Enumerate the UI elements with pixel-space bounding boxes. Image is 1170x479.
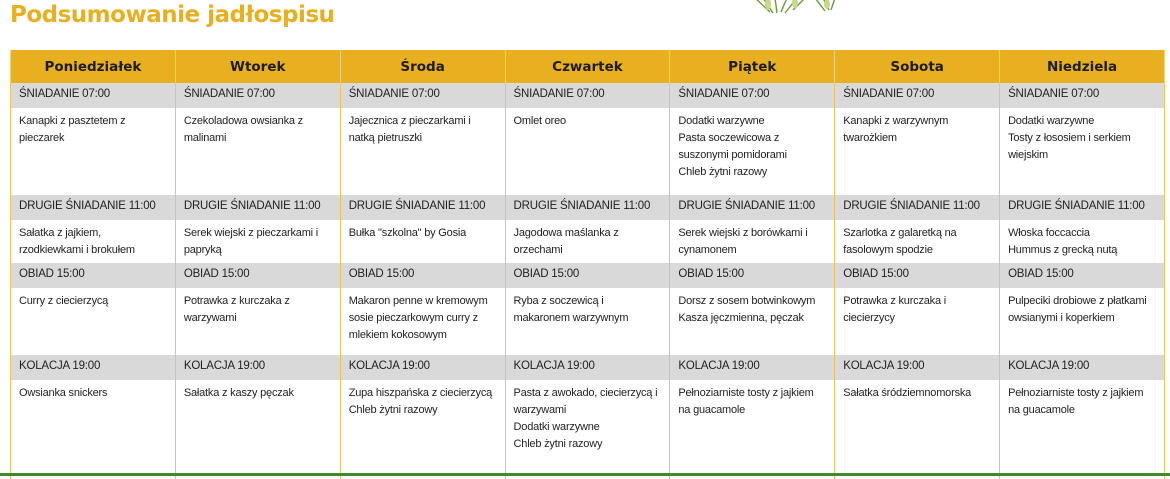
dish-cell [1000, 220, 1165, 263]
dish-cell [670, 380, 835, 479]
dish-item: Chleb żytni razowy [678, 166, 768, 178]
dish-cell [835, 288, 1000, 355]
meal-label-cell: KOLACJA 19:00 [505, 355, 670, 380]
dish-item: Omlet oreo [513, 115, 566, 127]
dish-cell [1000, 380, 1165, 479]
dish-item: Sałatka śródziemnomorska [843, 387, 972, 399]
meal-label-cell: KOLACJA 19:00 [1000, 355, 1165, 380]
meal-label-row [11, 83, 1165, 108]
meal-label-cell: ŚNIADANIE 07:00 [835, 83, 1000, 108]
dish-item: Chleb żytni razowy [348, 404, 438, 416]
dish-item: Pasta soczewicowa z suszonymi pomidorami [678, 132, 787, 161]
dish-cell [175, 288, 340, 355]
day-header-row [11, 50, 1165, 83]
dish-item: Jajecznica z pieczarkami i natką pietruszki [348, 115, 471, 144]
dish-cell [505, 108, 670, 195]
meal-label-row [11, 195, 1165, 220]
meal-label-cell: ŚNIADANIE 07:00 [11, 83, 176, 108]
meal-label-cell: DRUGIE ŚNIADANIE 11:00 [505, 195, 670, 220]
meal-label-cell: DRUGIE ŚNIADANIE 11:00 [670, 195, 835, 220]
meal-label-cell: DRUGIE ŚNIADANIE 11:00 [1000, 195, 1165, 220]
dish-item: Kanapki z pasztetem z pieczarek [19, 115, 126, 144]
meal-label-cell: OBIAD 15:00 [505, 263, 670, 288]
dish-cell [835, 220, 1000, 263]
dish-item: Curry z ciecierzycą [19, 295, 109, 307]
meal-label-cell: OBIAD 15:00 [340, 263, 505, 288]
meal-label-cell: KOLACJA 19:00 [670, 355, 835, 380]
dish-cell [835, 380, 1000, 479]
dish-cell [1000, 108, 1165, 195]
meal-label-cell: OBIAD 15:00 [175, 263, 340, 288]
meal-label-cell: OBIAD 15:00 [1000, 263, 1165, 288]
day-header: Niedziela [1000, 50, 1165, 83]
dish-item: Kasza jęczmienna, pęczak [678, 312, 804, 324]
dish-cell [505, 288, 670, 355]
dish-item: Hummus z grecką nutą [1008, 244, 1118, 256]
day-header: Wtorek [175, 50, 340, 83]
meal-label-cell: DRUGIE ŚNIADANIE 11:00 [175, 195, 340, 220]
dish-row [11, 220, 1165, 263]
meal-label-cell: KOLACJA 19:00 [835, 355, 1000, 380]
dish-cell [670, 288, 835, 355]
page-title: Podsumowanie jadłospisu [10, 2, 335, 28]
dish-item: Dodatki warzywne [1008, 115, 1095, 127]
meal-label-cell: OBIAD 15:00 [670, 263, 835, 288]
dish-item: Owsianka snickers [19, 387, 108, 399]
dish-item: Sałatka z jajkiem, rzodkiewkami i brokułem [19, 227, 135, 256]
dish-item: Bułka "szkolna" by Gosia [348, 227, 467, 239]
dish-item: Dodatki warzywne [678, 115, 765, 127]
day-header: Sobota [835, 50, 1000, 83]
dish-item: Kanapki z warzywnym twarożkiem [843, 115, 949, 144]
meal-label-cell: ŚNIADANIE 07:00 [340, 83, 505, 108]
dish-item: Tosty z łososiem i serkiem wiejskim [1008, 132, 1131, 161]
dish-item: Pełnoziarniste tosty z jajkiem na guacamole [1008, 387, 1144, 416]
dish-cell [11, 288, 176, 355]
dish-cell [670, 220, 835, 263]
day-header: Poniedziałek [11, 50, 176, 83]
meal-label-cell: KOLACJA 19:00 [175, 355, 340, 380]
meal-label-cell: KOLACJA 19:00 [11, 355, 176, 380]
meal-label-row [11, 355, 1165, 380]
dish-item: Makaron penne w kremowym sosie pieczarkowym curry z mlekiem kokosowym [348, 295, 488, 341]
meal-label-cell: DRUGIE ŚNIADANIE 11:00 [340, 195, 505, 220]
meal-label-cell: OBIAD 15:00 [835, 263, 1000, 288]
dish-cell [11, 220, 176, 263]
dish-item: Potrawka z kurczaka z warzywami [183, 295, 290, 324]
dish-row [11, 288, 1165, 355]
meal-label-cell: ŚNIADANIE 07:00 [1000, 83, 1165, 108]
meal-label-cell: OBIAD 15:00 [11, 263, 176, 288]
dish-row [11, 380, 1165, 479]
meal-label-cell: ŚNIADANIE 07:00 [505, 83, 670, 108]
meal-label-row [11, 263, 1165, 288]
dish-cell [505, 220, 670, 263]
dish-cell [505, 380, 670, 479]
dish-cell [1000, 288, 1165, 355]
dish-cell [11, 108, 176, 195]
dish-cell [670, 108, 835, 195]
dish-item: Włoska foccaccia [1008, 227, 1090, 239]
dish-item: Pasta z awokado, ciecierzycą i warzywami [513, 387, 658, 416]
dish-item: Ryba z soczewicą i makaronem warzywnym [513, 295, 629, 324]
dish-item: Potrawka z kurczaka i ciecierzycy [843, 295, 947, 324]
meal-label-cell: ŚNIADANIE 07:00 [175, 83, 340, 108]
meal-label-cell: ŚNIADANIE 07:00 [670, 83, 835, 108]
dish-cell [340, 288, 505, 355]
day-header: Piątek [670, 50, 835, 83]
meal-plan-table [10, 50, 1165, 479]
day-header: Środa [340, 50, 505, 83]
herb-leaves-decoration [735, 0, 865, 14]
dish-cell [835, 108, 1000, 195]
dish-item: Chleb żytni razowy [513, 438, 603, 450]
meal-label-cell: DRUGIE ŚNIADANIE 11:00 [11, 195, 176, 220]
dish-item: Czekoladowa owsianka z malinami [183, 115, 303, 144]
dish-cell [11, 380, 176, 479]
dish-item: Serek wiejski z borówkami i cynamonem [678, 227, 808, 256]
dish-item: Dodatki warzywne [513, 421, 600, 433]
dish-cell [175, 220, 340, 263]
meal-label-cell: DRUGIE ŚNIADANIE 11:00 [835, 195, 1000, 220]
dish-cell [175, 380, 340, 479]
dish-cell [340, 380, 505, 479]
dish-item: Dorsz z sosem botwinkowym [678, 295, 816, 307]
day-header: Czwartek [505, 50, 670, 83]
dish-item: Pełnoziarniste tosty z jajkiem na guacamole [678, 387, 814, 416]
dish-cell [175, 108, 340, 195]
dish-item: Zupa hiszpańska z ciecierzycą [348, 387, 493, 399]
dish-row [11, 108, 1165, 195]
dish-item: Serek wiejski z pieczarkami i papryką [183, 227, 319, 256]
meal-label-cell: KOLACJA 19:00 [340, 355, 505, 380]
dish-cell [340, 108, 505, 195]
dish-item: Pulpeciki drobiowe z płatkami owsianymi i koperkiem [1008, 295, 1147, 324]
dish-item: Sałatka z kaszy pęczak [183, 387, 294, 399]
dish-item: Jagodowa maślanka z orzechami [513, 227, 619, 256]
dish-item: Szarlotka z galaretką na fasolowym spodzie [843, 227, 957, 256]
dish-cell [340, 220, 505, 263]
